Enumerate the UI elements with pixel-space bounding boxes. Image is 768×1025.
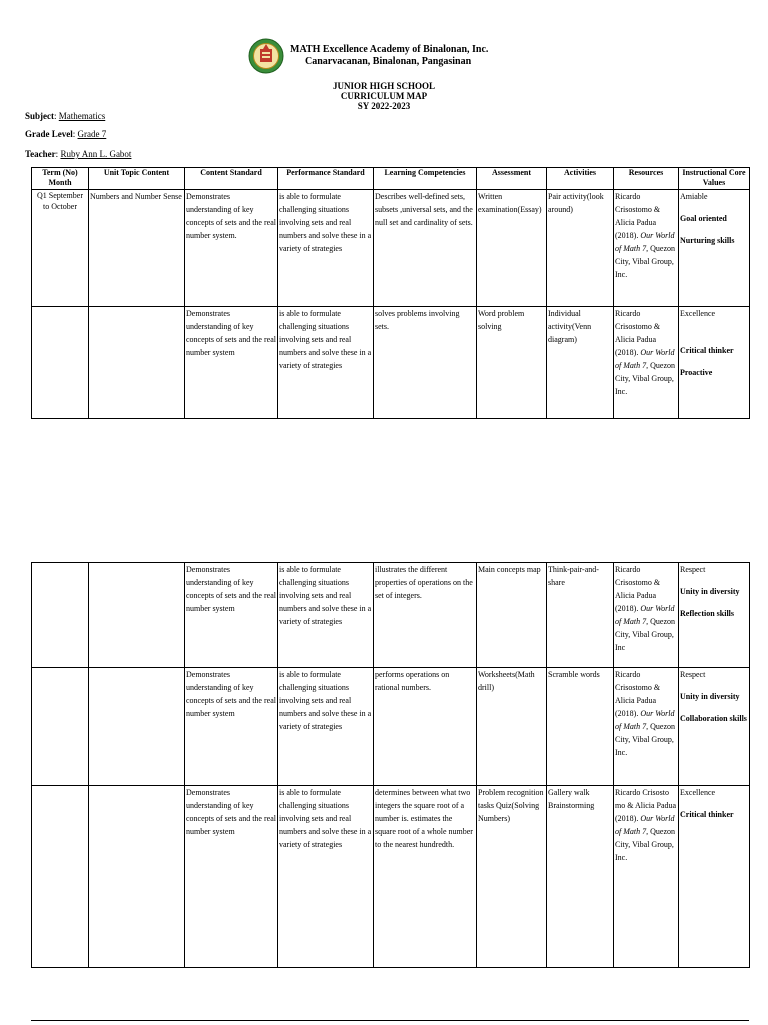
- next-table-edge: [31, 1020, 749, 1025]
- content-standard-cell: Demonstrates understanding of key concepts of sets and the real number system: [185, 307, 278, 419]
- competency-cell: performs operations on rational numbers.: [374, 668, 477, 786]
- performance-standard-cell: is able to formulate challenging situations involving sets and real numbers and solve these in a variety of strategies: [278, 563, 374, 668]
- grade-value: Grade 7: [77, 129, 107, 139]
- school-seal-logo: [248, 38, 284, 74]
- unit-cell: Numbers and Number Sense: [89, 190, 185, 307]
- resource-publisher: , Quezon City, Vibal Group, Inc.: [615, 827, 675, 862]
- subject-value: Mathematics: [58, 111, 106, 121]
- core-value: Critical thinker: [680, 346, 734, 355]
- resources-cell: [614, 563, 679, 668]
- col-resources: Resources: [614, 168, 679, 190]
- resources-cell: [614, 307, 679, 419]
- term-cell: [32, 668, 89, 786]
- resource-book-title: Our World of Math 7: [615, 231, 675, 253]
- term-cell: [32, 563, 89, 668]
- resource-book-title: Our World of Math 7: [615, 709, 675, 731]
- assessment-cell: Main concepts map: [477, 563, 547, 668]
- term-cell: [32, 786, 89, 968]
- assessment-cell: Worksheets(Math drill): [477, 668, 547, 786]
- core-value: Goal oriented: [680, 214, 727, 223]
- core-value: Collaboration skills: [680, 714, 747, 723]
- title-curriculum-map: CURRICULUM MAP: [340, 91, 428, 101]
- table-row: [32, 668, 750, 786]
- assessment-cell: Word problem solving: [477, 307, 547, 419]
- core-value: Amiable: [680, 192, 708, 201]
- core-value: Respect: [680, 565, 706, 574]
- unit-cell: [89, 563, 185, 668]
- competency-cell: solves problems involving sets.: [374, 307, 477, 419]
- resource-book-title: Our World of Math 7: [615, 348, 675, 370]
- core-value: Nurturing skills: [680, 236, 735, 245]
- core-value: Critical thinker: [680, 810, 734, 819]
- resource-publisher: , Quezon City, Vibal Group, Inc.: [615, 722, 675, 757]
- core-value: Reflection skills: [680, 609, 734, 618]
- core-value: Unity in diversity: [680, 692, 740, 701]
- competency-cell: illustrates the different properties of operations on the set of integers.: [374, 563, 477, 668]
- activity-cell: Pair activity(look around): [547, 190, 614, 307]
- resources-cell: [614, 786, 679, 968]
- assessment-cell: Written examination(Essay): [477, 190, 547, 307]
- core-values-cell: [679, 668, 750, 786]
- table-row: [32, 307, 750, 419]
- resource-authors: Ricardo Crisostomo & Alicia Padua (2018).: [615, 309, 661, 357]
- core-value: Excellence: [680, 788, 716, 797]
- col-activities: Activities: [547, 168, 614, 190]
- col-unit: Unit Topic Content: [89, 168, 185, 190]
- content-standard-cell: Demonstrates understanding of key concepts of sets and the real number system: [185, 668, 278, 786]
- content-standard-cell: Demonstrates understanding of key concepts of sets and the real number system.: [185, 190, 278, 307]
- col-learning-competencies: Learning Competencies: [374, 168, 477, 190]
- core-values-cell: [679, 307, 750, 419]
- core-value: Unity in diversity: [680, 587, 740, 596]
- activity-cell: Scramble words: [547, 668, 614, 786]
- grade-line: Grade Level: Grade 7: [25, 129, 107, 139]
- activity-cell: Think-pair-and-share: [547, 563, 614, 668]
- col-assessment: Assessment: [477, 168, 547, 190]
- resource-book-title: Our World of Math 7: [615, 814, 675, 836]
- performance-standard-cell: is able to formulate challenging situations involving sets and real numbers and solve these in a variety of strategies: [278, 786, 374, 968]
- curriculum-table-page2: [31, 562, 750, 968]
- school-address: Canarvacanan, Binalonan, Pangasinan: [305, 56, 472, 67]
- term-cell: [32, 307, 89, 419]
- performance-standard-cell: is able to formulate challenging situations involving sets and real numbers and solve these in a variety of strategies: [278, 668, 374, 786]
- core-values-cell: [679, 786, 750, 968]
- unit-cell: [89, 307, 185, 419]
- resource-authors: Ricardo Crisosto mo & Alicia Padua (2018).: [615, 788, 677, 823]
- col-term: Term (No) Month: [32, 168, 89, 190]
- teacher-line: Teacher: Ruby Ann L. Gabot: [25, 149, 132, 159]
- subject-label: Subject: [25, 111, 54, 121]
- core-values-cell: [679, 563, 750, 668]
- school-name: MATH Excellence Academy of Binalonan, Inc.: [290, 44, 489, 55]
- competency-cell: Describes well-defined sets, subsets ,universal sets, and the null set and cardinality of sets.: [374, 190, 477, 307]
- col-core-values: Instructional Core Values: [679, 168, 750, 190]
- title-school-year: SY 2022-2023: [357, 101, 411, 111]
- term-cell: Q1 September to October: [32, 190, 89, 307]
- title-level: JUNIOR HIGH SCHOOL: [332, 81, 435, 91]
- teacher-value: Ruby Ann L. Gabot: [60, 149, 132, 159]
- content-standard-cell: Demonstrates understanding of key concepts of sets and the real number system: [185, 563, 278, 668]
- performance-standard-cell: is able to formulate challenging situations involving sets and real numbers and solve these in a variety of strategies: [278, 307, 374, 419]
- resource-publisher: , Quezon City, Vibal Group, Inc: [615, 617, 675, 652]
- core-value: Excellence: [680, 309, 716, 318]
- resources-cell: [614, 668, 679, 786]
- resource-authors: Ricardo Crisostomo & Alicia Padua (2018).: [615, 192, 661, 240]
- performance-standard-cell: is able to formulate challenging situations involving sets and real numbers and solve these in a variety of strategies: [278, 190, 374, 307]
- activity-cell: Gallery walk Brainstorming: [547, 786, 614, 968]
- col-content-standard: Content Standard: [185, 168, 278, 190]
- resource-publisher: , Quezon City, Vibal Group, Inc.: [615, 361, 675, 396]
- assessment-cell: Problem recognition tasks Quiz(Solving Numbers): [477, 786, 547, 968]
- teacher-label: Teacher: [25, 149, 56, 159]
- table-row: [32, 563, 750, 668]
- table-row: [32, 786, 750, 968]
- content-standard-cell: Demonstrates understanding of key concepts of sets and the real number system: [185, 786, 278, 968]
- subject-line: Subject: Mathematics: [25, 111, 106, 121]
- resource-publisher: , Quezon City, Vibal Group, Inc.: [615, 244, 675, 279]
- core-value: Proactive: [680, 368, 713, 377]
- resource-book-title: Our World of Math 7: [615, 604, 675, 626]
- table-row: [32, 190, 750, 307]
- grade-label: Grade Level: [25, 129, 73, 139]
- unit-cell: [89, 786, 185, 968]
- unit-cell: [89, 668, 185, 786]
- resource-authors: Ricardo Crisostomo & Alicia Padua (2018).: [615, 670, 661, 718]
- document-titles: [0, 81, 768, 111]
- core-value: Respect: [680, 670, 706, 679]
- core-values-cell: [679, 190, 750, 307]
- resource-authors: Ricardo Crisostomo & Alicia Padua (2018).: [615, 565, 661, 613]
- competency-cell: determines between what two integers the square root of a number is. estimates the square root of a whole number to the nearest hundredth.: [374, 786, 477, 968]
- resources-cell: [614, 190, 679, 307]
- curriculum-table-page1: [31, 167, 750, 419]
- activity-cell: Individual activity(Venn diagram): [547, 307, 614, 419]
- col-performance-standard: Performance Standard: [278, 168, 374, 190]
